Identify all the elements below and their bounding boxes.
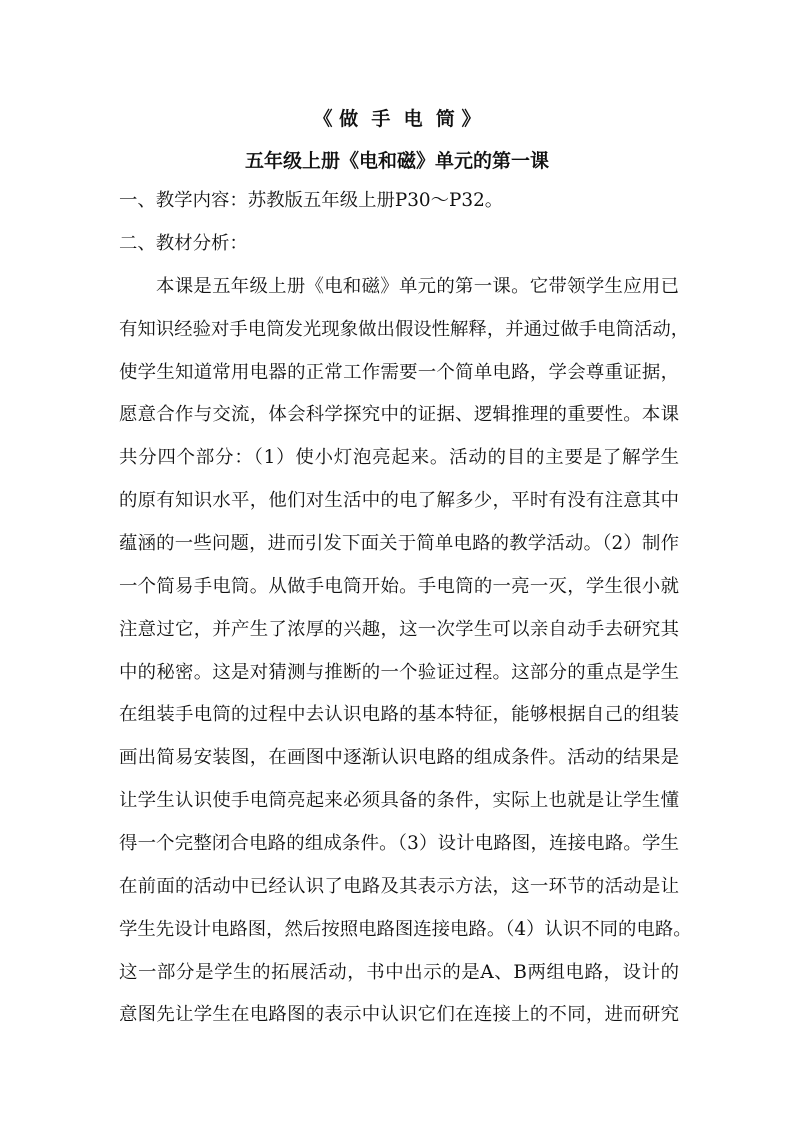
paragraph-line: 在前面的活动中已经认识了电路及其表示方法，这一环节的活动是让: [119, 876, 679, 897]
paragraph-line: 蕴涵的一些问题，进而引发下面关于简单电路的教学活动。（2）制作: [119, 533, 679, 554]
paragraph-line: 一个简易手电筒。从做手电筒开始。手电筒的一亮一灭，学生很小就: [119, 576, 679, 597]
paragraph-line: 让学生认识使手电筒亮起来必须具备的条件，实际上也就是让学生懂: [119, 790, 679, 811]
section-teaching-content: 一、教学内容：苏教版五年级上册P30～P32。: [119, 190, 504, 211]
paragraph-line: 愿意合作与交流，体会科学探究中的证据、逻辑推理的重要性。本课: [119, 404, 679, 425]
paragraph-line: 意图先让学生在电路图的表示中认识它们在连接上的不同，进而研究: [119, 1004, 679, 1025]
document-subtitle: 五年级上册《电和磁》单元的第一课: [244, 150, 549, 172]
paragraph-line: 画出简易安装图，在画图中逐渐认识电路的组成条件。活动的结果是: [119, 747, 679, 768]
paragraph-line: 这一部分是学生的拓展活动，书中出示的是A、B两组电路，设计的: [119, 962, 679, 983]
paragraph-line: 使学生知道常用电器的正常工作需要一个简单电路，学会尊重证据，: [119, 362, 679, 383]
paragraph-line: 本课是五年级上册《电和磁》单元的第一课。它带领学生应用已: [156, 276, 679, 297]
paragraph-line: 学生先设计电路图，然后按照电路图连接电路。（4）认识不同的电路。: [119, 919, 692, 940]
paragraph-line: 得一个完整闭合电路的组成条件。（3）设计电路图，连接电路。学生: [119, 833, 679, 854]
paragraph-line: 中的秘密。这是对猜测与推断的一个验证过程。这部分的重点是学生: [119, 662, 679, 683]
document-title: 《 做 手 电 筒 》: [313, 108, 481, 130]
paragraph-line: 有知识经验对手电筒发光现象做出假设性解释，并通过做手电筒活动，: [119, 319, 690, 340]
section-material-analysis: 二、教材分析：: [119, 233, 248, 254]
paragraph-line: 共分四个部分：（1）使小灯泡亮起来。活动的目的主要是了解学生: [119, 447, 679, 468]
paragraph-line: 的原有知识水平，他们对生活中的电了解多少，平时有没有注意其中: [119, 490, 679, 511]
paragraph-line: 在组装手电筒的过程中去认识电路的基本特征，能够根据自己的组装: [119, 704, 679, 725]
paragraph-line: 注意过它，并产生了浓厚的兴趣，这一次学生可以亲自动手去研究其: [119, 619, 679, 640]
